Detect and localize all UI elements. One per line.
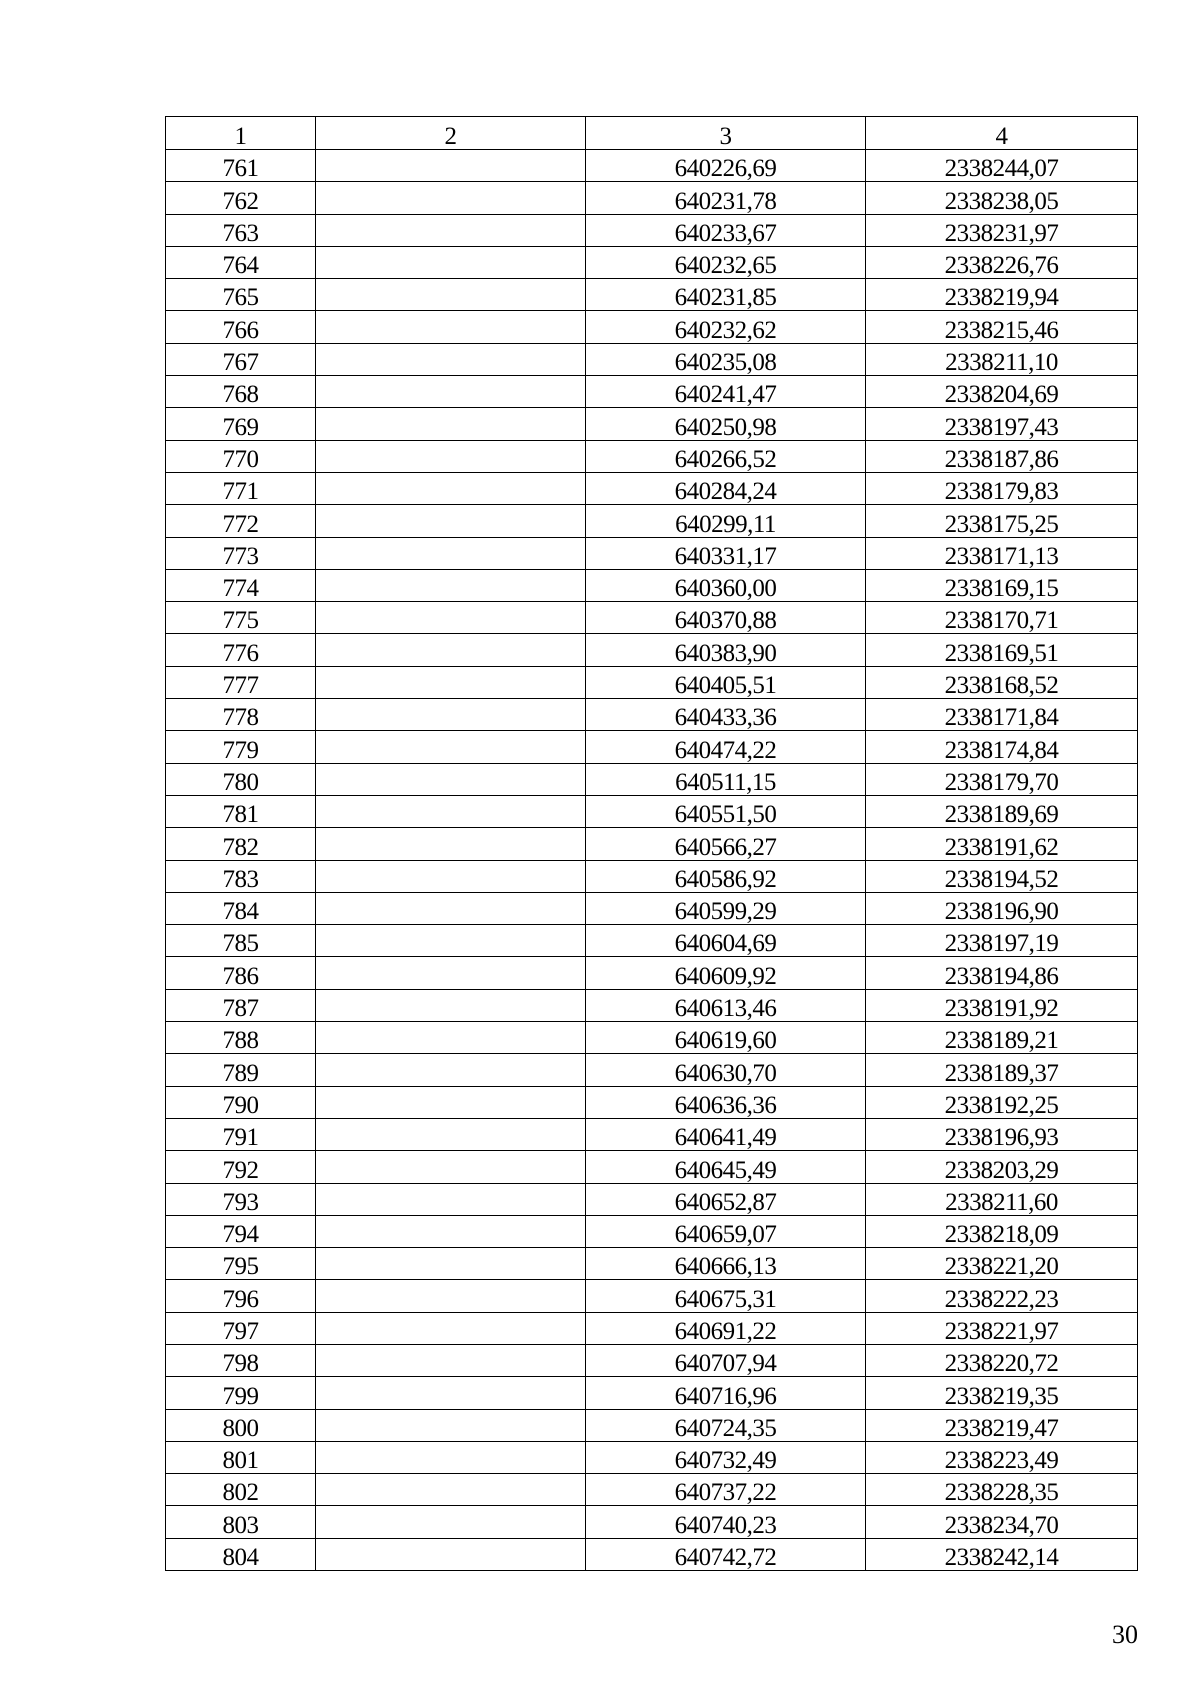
- description-cell: [316, 892, 586, 924]
- x-coordinate-cell: 640599,29: [586, 892, 866, 924]
- table-row: [166, 795, 1138, 827]
- description-cell: [316, 634, 586, 666]
- y-coordinate-cell: 2338196,93: [866, 1118, 1138, 1150]
- description-cell: [316, 989, 586, 1021]
- x-coordinate-cell: 640659,07: [586, 1215, 866, 1247]
- table-row: [166, 1344, 1138, 1376]
- x-coordinate-cell: 640250,98: [586, 408, 866, 440]
- y-coordinate-cell: 2338220,72: [866, 1344, 1138, 1376]
- table-row: [166, 1118, 1138, 1150]
- point-number-cell: 765: [166, 279, 316, 311]
- point-number-cell: 783: [166, 860, 316, 892]
- point-number-cell: 786: [166, 957, 316, 989]
- y-coordinate-cell: 2338223,49: [866, 1441, 1138, 1473]
- y-coordinate-cell: 2338189,69: [866, 795, 1138, 827]
- description-cell: [316, 182, 586, 214]
- description-cell: [316, 376, 586, 408]
- x-coordinate-cell: 640724,35: [586, 1409, 866, 1441]
- x-coordinate-cell: 640299,11: [586, 505, 866, 537]
- x-coordinate-cell: 640636,36: [586, 1086, 866, 1118]
- y-coordinate-cell: 2338179,70: [866, 763, 1138, 795]
- point-number-cell: 785: [166, 925, 316, 957]
- table-row: [166, 472, 1138, 504]
- y-coordinate-cell: 2338171,13: [866, 537, 1138, 569]
- y-coordinate-cell: 2338244,07: [866, 150, 1138, 182]
- x-coordinate-cell: 640383,90: [586, 634, 866, 666]
- point-number-cell: 801: [166, 1441, 316, 1473]
- point-number-cell: 774: [166, 569, 316, 601]
- y-coordinate-cell: 2338221,20: [866, 1248, 1138, 1280]
- x-coordinate-cell: 640737,22: [586, 1474, 866, 1506]
- table-row: [166, 1248, 1138, 1280]
- description-cell: [316, 957, 586, 989]
- table-row: [166, 989, 1138, 1021]
- table-row: [166, 699, 1138, 731]
- description-cell: [316, 1022, 586, 1054]
- description-cell: [316, 311, 586, 343]
- y-coordinate-cell: 2338187,86: [866, 440, 1138, 472]
- x-coordinate-cell: 640551,50: [586, 795, 866, 827]
- header-cell-2: 2: [316, 117, 586, 150]
- point-number-cell: 763: [166, 214, 316, 246]
- y-coordinate-cell: 2338171,84: [866, 699, 1138, 731]
- description-cell: [316, 505, 586, 537]
- description-cell: [316, 343, 586, 375]
- table-row: [166, 860, 1138, 892]
- y-coordinate-cell: 2338197,19: [866, 925, 1138, 957]
- x-coordinate-cell: 640666,13: [586, 1248, 866, 1280]
- description-cell: [316, 1377, 586, 1409]
- point-number-cell: 764: [166, 246, 316, 278]
- x-coordinate-cell: 640232,65: [586, 246, 866, 278]
- table-row: [166, 440, 1138, 472]
- description-cell: [316, 731, 586, 763]
- x-coordinate-cell: 640284,24: [586, 472, 866, 504]
- table-row: [166, 214, 1138, 246]
- point-number-cell: 793: [166, 1183, 316, 1215]
- table-row: [166, 311, 1138, 343]
- point-number-cell: 797: [166, 1312, 316, 1344]
- point-number-cell: 771: [166, 472, 316, 504]
- y-coordinate-cell: 2338221,97: [866, 1312, 1138, 1344]
- x-coordinate-cell: 640360,00: [586, 569, 866, 601]
- x-coordinate-cell: 640707,94: [586, 1344, 866, 1376]
- x-coordinate-cell: 640232,62: [586, 311, 866, 343]
- x-coordinate-cell: 640732,49: [586, 1441, 866, 1473]
- table-row: [166, 182, 1138, 214]
- description-cell: [316, 1183, 586, 1215]
- table-row: [166, 1183, 1138, 1215]
- table-row: [166, 1474, 1138, 1506]
- x-coordinate-cell: 640266,52: [586, 440, 866, 472]
- description-cell: [316, 763, 586, 795]
- table-row: [166, 343, 1138, 375]
- y-coordinate-cell: 2338168,52: [866, 666, 1138, 698]
- point-number-cell: 789: [166, 1054, 316, 1086]
- y-coordinate-cell: 2338192,25: [866, 1086, 1138, 1118]
- table-row: [166, 537, 1138, 569]
- x-coordinate-cell: 640691,22: [586, 1312, 866, 1344]
- point-number-cell: 791: [166, 1118, 316, 1150]
- point-number-cell: 773: [166, 537, 316, 569]
- table-row: [166, 408, 1138, 440]
- table-row: [166, 1409, 1138, 1441]
- y-coordinate-cell: 2338218,09: [866, 1215, 1138, 1247]
- table-row: [166, 731, 1138, 763]
- page-number: 30: [1112, 1620, 1138, 1649]
- point-number-cell: 777: [166, 666, 316, 698]
- table-row: [166, 569, 1138, 601]
- y-coordinate-cell: 2338191,92: [866, 989, 1138, 1021]
- description-cell: [316, 1086, 586, 1118]
- x-coordinate-cell: 640511,15: [586, 763, 866, 795]
- description-cell: [316, 440, 586, 472]
- table-row: [166, 892, 1138, 924]
- y-coordinate-cell: 2338219,47: [866, 1409, 1138, 1441]
- x-coordinate-cell: 640233,67: [586, 214, 866, 246]
- x-coordinate-cell: 640474,22: [586, 731, 866, 763]
- y-coordinate-cell: 2338238,05: [866, 182, 1138, 214]
- point-number-cell: 792: [166, 1151, 316, 1183]
- description-cell: [316, 1312, 586, 1344]
- point-number-cell: 768: [166, 376, 316, 408]
- point-number-cell: 781: [166, 795, 316, 827]
- point-number-cell: 772: [166, 505, 316, 537]
- y-coordinate-cell: 2338179,83: [866, 472, 1138, 504]
- table-row: [166, 957, 1138, 989]
- description-cell: [316, 472, 586, 504]
- point-number-cell: 795: [166, 1248, 316, 1280]
- table-header: [166, 117, 1138, 150]
- table-row: [166, 925, 1138, 957]
- table-row: [166, 1312, 1138, 1344]
- point-number-cell: 796: [166, 1280, 316, 1312]
- description-cell: [316, 699, 586, 731]
- description-cell: [316, 925, 586, 957]
- table-row: [166, 1151, 1138, 1183]
- y-coordinate-cell: 2338211,60: [866, 1183, 1138, 1215]
- point-number-cell: 790: [166, 1086, 316, 1118]
- table-row: [166, 602, 1138, 634]
- table-row: [166, 1280, 1138, 1312]
- y-coordinate-cell: 2338197,43: [866, 408, 1138, 440]
- table-row: [166, 279, 1138, 311]
- y-coordinate-cell: 2338174,84: [866, 731, 1138, 763]
- point-number-cell: 784: [166, 892, 316, 924]
- x-coordinate-cell: 640613,46: [586, 989, 866, 1021]
- x-coordinate-cell: 640231,85: [586, 279, 866, 311]
- point-number-cell: 776: [166, 634, 316, 666]
- point-number-cell: 794: [166, 1215, 316, 1247]
- y-coordinate-cell: 2338196,90: [866, 892, 1138, 924]
- table-row: [166, 763, 1138, 795]
- point-number-cell: 800: [166, 1409, 316, 1441]
- point-number-cell: 788: [166, 1022, 316, 1054]
- description-cell: [316, 1344, 586, 1376]
- x-coordinate-cell: 640652,87: [586, 1183, 866, 1215]
- point-number-cell: 766: [166, 311, 316, 343]
- x-coordinate-cell: 640645,49: [586, 1151, 866, 1183]
- y-coordinate-cell: 2338194,52: [866, 860, 1138, 892]
- x-coordinate-cell: 640641,49: [586, 1118, 866, 1150]
- header-row: [166, 117, 1138, 150]
- point-number-cell: 779: [166, 731, 316, 763]
- x-coordinate-cell: 640235,08: [586, 343, 866, 375]
- x-coordinate-cell: 640604,69: [586, 925, 866, 957]
- table-row: [166, 1086, 1138, 1118]
- point-number-cell: 798: [166, 1344, 316, 1376]
- y-coordinate-cell: 2338234,70: [866, 1506, 1138, 1538]
- y-coordinate-cell: 2338226,76: [866, 246, 1138, 278]
- description-cell: [316, 1054, 586, 1086]
- y-coordinate-cell: 2338203,29: [866, 1151, 1138, 1183]
- x-coordinate-cell: 640370,88: [586, 602, 866, 634]
- coordinates-table: [165, 116, 1138, 1571]
- y-coordinate-cell: 2338169,15: [866, 569, 1138, 601]
- table-row: [166, 505, 1138, 537]
- point-number-cell: 769: [166, 408, 316, 440]
- x-coordinate-cell: 640675,31: [586, 1280, 866, 1312]
- y-coordinate-cell: 2338222,23: [866, 1280, 1138, 1312]
- point-number-cell: 775: [166, 602, 316, 634]
- table-row: [166, 246, 1138, 278]
- x-coordinate-cell: 640716,96: [586, 1377, 866, 1409]
- y-coordinate-cell: 2338189,21: [866, 1022, 1138, 1054]
- table-row: [166, 1054, 1138, 1086]
- point-number-cell: 778: [166, 699, 316, 731]
- point-number-cell: 762: [166, 182, 316, 214]
- table-row: [166, 1441, 1138, 1473]
- x-coordinate-cell: 640226,69: [586, 150, 866, 182]
- description-cell: [316, 1474, 586, 1506]
- description-cell: [316, 246, 586, 278]
- table-body: [166, 150, 1138, 1571]
- x-coordinate-cell: 640619,60: [586, 1022, 866, 1054]
- x-coordinate-cell: 640609,92: [586, 957, 866, 989]
- x-coordinate-cell: 640241,47: [586, 376, 866, 408]
- y-coordinate-cell: 2338189,37: [866, 1054, 1138, 1086]
- x-coordinate-cell: 640586,92: [586, 860, 866, 892]
- description-cell: [316, 537, 586, 569]
- x-coordinate-cell: 640566,27: [586, 828, 866, 860]
- description-cell: [316, 1409, 586, 1441]
- point-number-cell: 761: [166, 150, 316, 182]
- y-coordinate-cell: 2338231,97: [866, 214, 1138, 246]
- x-coordinate-cell: 640231,78: [586, 182, 866, 214]
- description-cell: [316, 569, 586, 601]
- x-coordinate-cell: 640405,51: [586, 666, 866, 698]
- description-cell: [316, 795, 586, 827]
- description-cell: [316, 150, 586, 182]
- description-cell: [316, 666, 586, 698]
- header-cell-4: 4: [866, 117, 1138, 150]
- y-coordinate-cell: 2338169,51: [866, 634, 1138, 666]
- y-coordinate-cell: 2338219,35: [866, 1377, 1138, 1409]
- y-coordinate-cell: 2338228,35: [866, 1474, 1138, 1506]
- point-number-cell: 799: [166, 1377, 316, 1409]
- y-coordinate-cell: 2338191,62: [866, 828, 1138, 860]
- y-coordinate-cell: 2338170,71: [866, 602, 1138, 634]
- point-number-cell: 787: [166, 989, 316, 1021]
- description-cell: [316, 214, 586, 246]
- description-cell: [316, 1538, 586, 1570]
- description-cell: [316, 828, 586, 860]
- description-cell: [316, 279, 586, 311]
- table-row: [166, 634, 1138, 666]
- point-number-cell: 804: [166, 1538, 316, 1570]
- header-cell-1: 1: [166, 117, 316, 150]
- table-row: [166, 150, 1138, 182]
- description-cell: [316, 1280, 586, 1312]
- point-number-cell: 782: [166, 828, 316, 860]
- description-cell: [316, 1506, 586, 1538]
- table-row: [166, 1538, 1138, 1570]
- x-coordinate-cell: 640331,17: [586, 537, 866, 569]
- point-number-cell: 803: [166, 1506, 316, 1538]
- y-coordinate-cell: 2338175,25: [866, 505, 1138, 537]
- table-row: [166, 1377, 1138, 1409]
- description-cell: [316, 1441, 586, 1473]
- description-cell: [316, 1248, 586, 1280]
- y-coordinate-cell: 2338211,10: [866, 343, 1138, 375]
- table-row: [166, 376, 1138, 408]
- description-cell: [316, 860, 586, 892]
- description-cell: [316, 1118, 586, 1150]
- x-coordinate-cell: 640630,70: [586, 1054, 866, 1086]
- table-row: [166, 1022, 1138, 1054]
- table-row: [166, 1506, 1138, 1538]
- point-number-cell: 767: [166, 343, 316, 375]
- description-cell: [316, 1215, 586, 1247]
- table-row: [166, 666, 1138, 698]
- point-number-cell: 770: [166, 440, 316, 472]
- description-cell: [316, 602, 586, 634]
- header-cell-3: 3: [586, 117, 866, 150]
- y-coordinate-cell: 2338204,69: [866, 376, 1138, 408]
- point-number-cell: 780: [166, 763, 316, 795]
- table-row: [166, 1215, 1138, 1247]
- x-coordinate-cell: 640740,23: [586, 1506, 866, 1538]
- table-row: [166, 828, 1138, 860]
- description-cell: [316, 408, 586, 440]
- x-coordinate-cell: 640742,72: [586, 1538, 866, 1570]
- x-coordinate-cell: 640433,36: [586, 699, 866, 731]
- point-number-cell: 802: [166, 1474, 316, 1506]
- description-cell: [316, 1151, 586, 1183]
- y-coordinate-cell: 2338219,94: [866, 279, 1138, 311]
- y-coordinate-cell: 2338194,86: [866, 957, 1138, 989]
- y-coordinate-cell: 2338242,14: [866, 1538, 1138, 1570]
- y-coordinate-cell: 2338215,46: [866, 311, 1138, 343]
